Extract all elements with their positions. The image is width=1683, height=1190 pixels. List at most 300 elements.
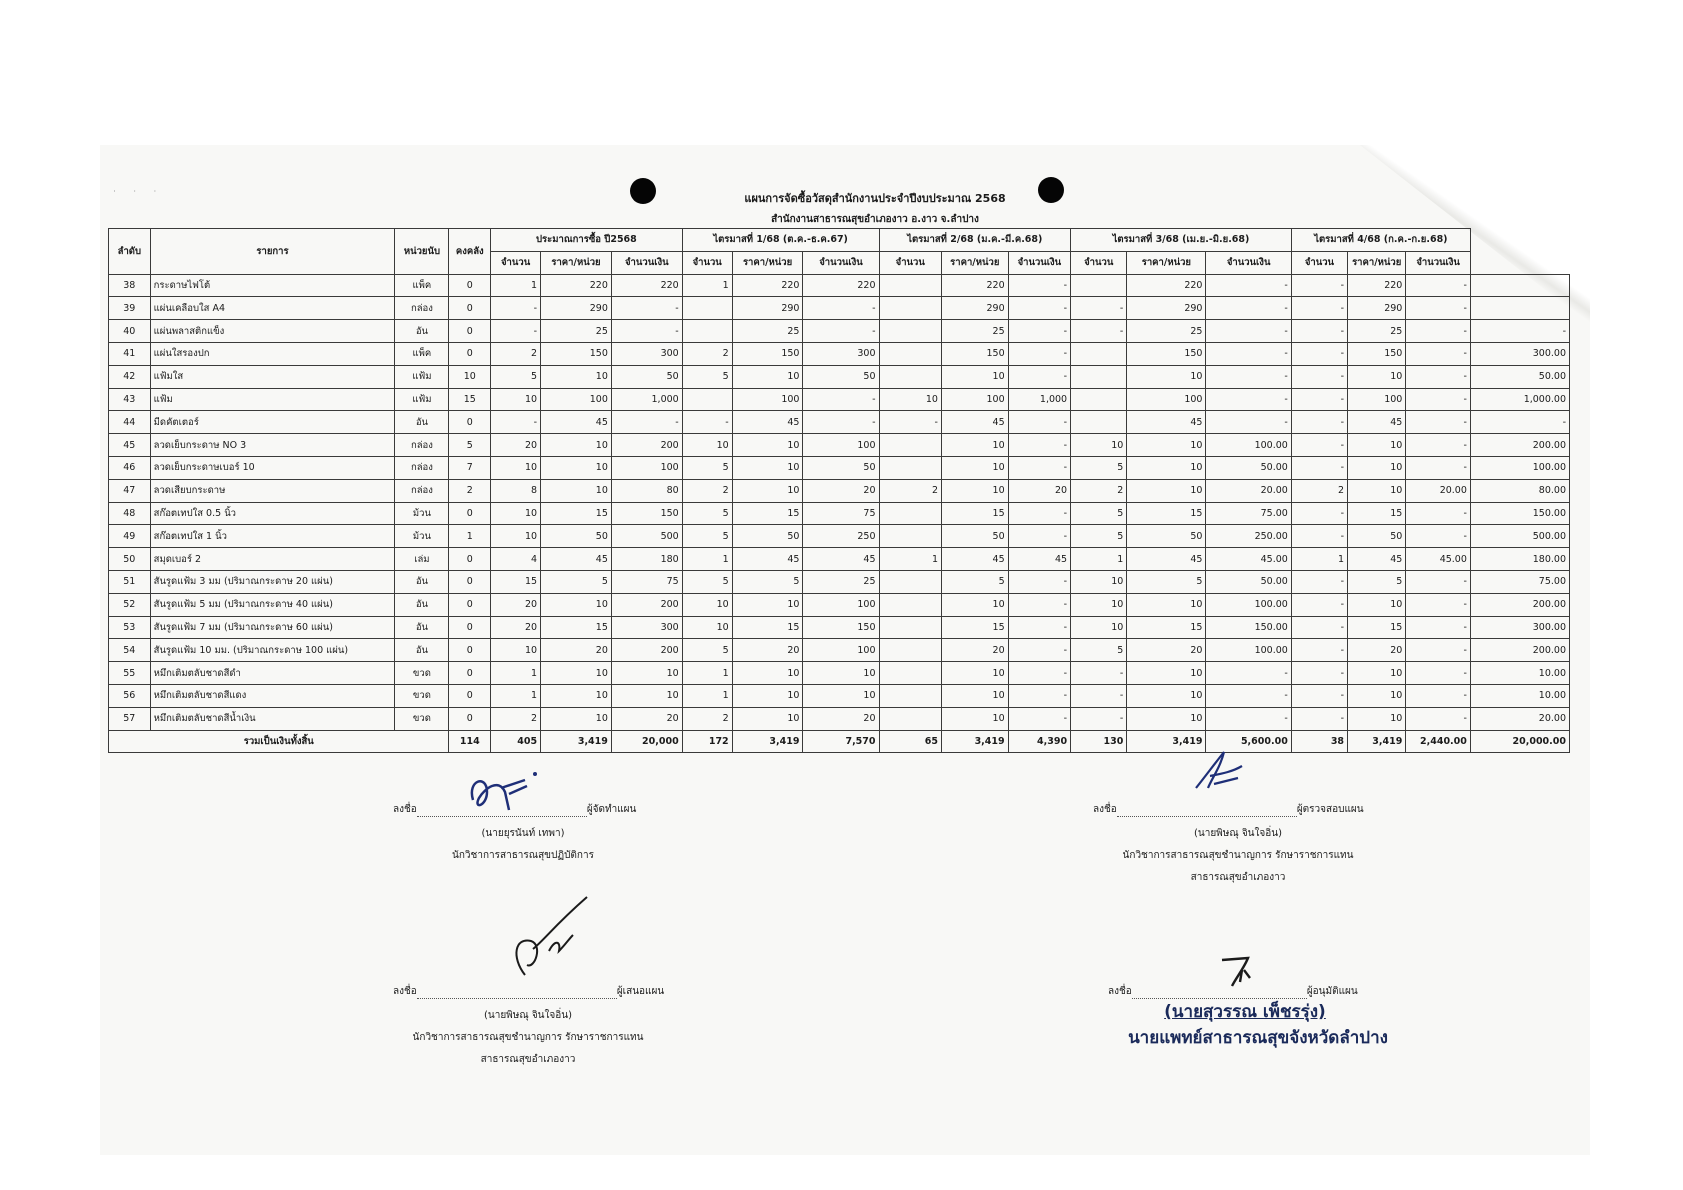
item-name: แผ่นใสรองปก <box>150 342 395 365</box>
q4-qty-cell: - <box>1291 684 1347 707</box>
q2-qty-cell <box>879 365 941 388</box>
item-name: ลวดเสียบกระดาษ <box>150 479 395 502</box>
row-number: 42 <box>109 365 151 388</box>
q1-price-cell: 15 <box>732 502 803 525</box>
annual-amount-cell: 300 <box>611 616 682 639</box>
q1-qty-cell: 5 <box>682 525 732 548</box>
q1-qty-cell: 5 <box>682 502 732 525</box>
item-unit: แพ็ค <box>395 342 449 365</box>
q2-qty-cell <box>879 274 941 297</box>
q1-amount-cell: 20 <box>803 479 879 502</box>
q4-price-cell: 10 <box>1348 593 1406 616</box>
q2-price-cell: 220 <box>941 274 1008 297</box>
q4-price-cell: 10 <box>1348 456 1406 479</box>
q1-price-cell: 25 <box>732 320 803 343</box>
q2-qty-cell <box>879 320 941 343</box>
item-name: แฟ้ม <box>150 388 395 411</box>
annual-qty-cell: 2 <box>491 342 541 365</box>
item-unit: ขวด <box>395 707 449 730</box>
q2-price-cell: 100 <box>941 388 1008 411</box>
q4-qty-cell: 1 <box>1291 548 1347 571</box>
item-name: สันรูดแฟ้ม 10 มม. (ปริมาณกระดาษ 100 แผ่น) <box>150 639 395 662</box>
proposer-signature <box>505 895 595 985</box>
annual-qty-cell: - <box>491 297 541 320</box>
q2-qty-cell <box>879 593 941 616</box>
annual-price-cell: 10 <box>541 707 612 730</box>
q3-price-cell: 220 <box>1127 274 1206 297</box>
q1-amount-cell: 50 <box>803 365 879 388</box>
subheader-price: ราคา/หน่วย <box>732 251 803 274</box>
item-unit: แพ็ค <box>395 274 449 297</box>
checker-signature <box>1190 748 1250 798</box>
annual-price-cell: 45 <box>541 411 612 434</box>
item-unit: เล่ม <box>395 548 449 571</box>
q2-amount-cell: - <box>1008 639 1070 662</box>
q2-amount-cell: - <box>1008 456 1070 479</box>
checker-name: (นายพิษณุ จินใจอิ่น) <box>1193 828 1283 839</box>
q1-price-cell: 45 <box>732 411 803 434</box>
item-unit: ขวด <box>395 684 449 707</box>
q3-amount-cell: 100.00 <box>1206 593 1291 616</box>
q1-price-cell: 150 <box>732 342 803 365</box>
subheader-amount: จำนวนเงิน <box>1206 251 1291 274</box>
q3-price-cell: 10 <box>1127 707 1206 730</box>
q4-amount-cell: - <box>1406 342 1471 365</box>
subheader-amount: จำนวนเงิน <box>1406 251 1471 274</box>
q1-amount-cell: - <box>803 320 879 343</box>
header-no: ลำดับ <box>109 229 151 275</box>
annual-amount-cell: 100 <box>611 456 682 479</box>
q2-price-cell: 50 <box>941 525 1008 548</box>
extra-amount-cell: 180.00 <box>1470 548 1569 571</box>
extra-amount-cell: 10.00 <box>1470 684 1569 707</box>
item-stock: 0 <box>449 616 491 639</box>
annual-amount-cell: - <box>611 320 682 343</box>
q2-amount-cell: - <box>1008 297 1070 320</box>
extra-amount-cell: 300.00 <box>1470 616 1569 639</box>
annual-qty-cell: 2 <box>491 707 541 730</box>
q1-price-cell: 100 <box>732 388 803 411</box>
checker-sign-line <box>1093 802 1364 817</box>
q2-price-cell: 10 <box>941 684 1008 707</box>
q1-amount-cell: 100 <box>803 434 879 457</box>
item-unit: อัน <box>395 411 449 434</box>
row-number: 39 <box>109 297 151 320</box>
extra-amount-cell: - <box>1470 411 1569 434</box>
q3-qty-cell: 5 <box>1071 525 1127 548</box>
q1-qty-cell: 1 <box>682 548 732 571</box>
q3-price-cell: 20 <box>1127 639 1206 662</box>
annual-qty-cell: 1 <box>491 274 541 297</box>
item-name: สันรูดแฟ้ม 3 มม (ปริมาณกระดาษ 20 แผ่น) <box>150 570 395 593</box>
total-cell: 7,570 <box>803 730 879 753</box>
q4-price-cell: 10 <box>1348 365 1406 388</box>
item-name: ลวดเย็บกระดาษ NO 3 <box>150 434 395 457</box>
annual-price-cell: 10 <box>541 662 612 685</box>
checker-position: นักวิชาการสาธารณสุขชำนาญการ รักษาราชการแทน <box>1122 850 1354 861</box>
q3-qty-cell: - <box>1071 684 1127 707</box>
scan-specks: ˙ ˙ ˙ <box>112 190 164 201</box>
annual-price-cell: 10 <box>541 684 612 707</box>
subheader-price: ราคา/หน่วย <box>1127 251 1206 274</box>
q2-qty-cell <box>879 684 941 707</box>
annual-price-cell: 10 <box>541 456 612 479</box>
q4-qty-cell: - <box>1291 707 1347 730</box>
q3-price-cell: 45 <box>1127 548 1206 571</box>
q1-amount-cell: - <box>803 411 879 434</box>
item-unit: อัน <box>395 320 449 343</box>
table-row <box>109 707 1570 730</box>
q3-price-cell: 15 <box>1127 616 1206 639</box>
q2-qty-cell: - <box>879 411 941 434</box>
annual-qty-cell: 1 <box>491 662 541 685</box>
total-stock: 114 <box>449 730 491 753</box>
row-number: 52 <box>109 593 151 616</box>
q2-amount-cell: - <box>1008 570 1070 593</box>
item-unit: อัน <box>395 639 449 662</box>
subheader-qty: จำนวน <box>879 251 941 274</box>
row-number: 53 <box>109 616 151 639</box>
q1-amount-cell: 100 <box>803 593 879 616</box>
row-number: 57 <box>109 707 151 730</box>
table-row <box>109 684 1570 707</box>
q2-price-cell: 15 <box>941 502 1008 525</box>
q2-price-cell: 10 <box>941 456 1008 479</box>
q2-price-cell: 5 <box>941 570 1008 593</box>
item-stock: 10 <box>449 365 491 388</box>
q3-qty-cell: 1 <box>1071 548 1127 571</box>
q2-price-cell: 45 <box>941 411 1008 434</box>
q1-price-cell: 5 <box>732 570 803 593</box>
subheader-price: ราคา/หน่วย <box>1348 251 1406 274</box>
header-annual-estimate: ประมาณการซื้อ ปี2568 <box>491 229 683 252</box>
preparer-role: ผู้จัดทำแผน <box>586 804 637 815</box>
q2-qty-cell <box>879 502 941 525</box>
q4-qty-cell: - <box>1291 570 1347 593</box>
q4-amount-cell: - <box>1406 274 1471 297</box>
q1-qty-cell: 5 <box>682 570 732 593</box>
item-unit: กล่อง <box>395 479 449 502</box>
subheader-amount: จำนวนเงิน <box>611 251 682 274</box>
q3-amount-cell: - <box>1206 411 1291 434</box>
extra-amount-cell: 500.00 <box>1470 525 1569 548</box>
table-row <box>109 274 1570 297</box>
sign-prefix: ลงชื่อ <box>1108 986 1132 997</box>
q2-qty-cell: 2 <box>879 479 941 502</box>
q2-qty-cell <box>879 342 941 365</box>
preparer-signature <box>465 770 545 820</box>
row-number: 51 <box>109 570 151 593</box>
q1-amount-cell: 220 <box>803 274 879 297</box>
annual-qty-cell: 10 <box>491 388 541 411</box>
q1-amount-cell: 50 <box>803 456 879 479</box>
q3-price-cell: 10 <box>1127 593 1206 616</box>
item-unit: กล่อง <box>395 297 449 320</box>
item-stock: 0 <box>449 684 491 707</box>
item-unit: อัน <box>395 570 449 593</box>
q2-qty-cell <box>879 456 941 479</box>
q4-price-cell: 150 <box>1348 342 1406 365</box>
q3-amount-cell: - <box>1206 388 1291 411</box>
item-stock: 0 <box>449 411 491 434</box>
q3-price-cell: 10 <box>1127 479 1206 502</box>
q2-qty-cell <box>879 639 941 662</box>
total-label: รวมเป็นเงินทั้งสิ้น <box>109 730 449 753</box>
q1-price-cell: 20 <box>732 639 803 662</box>
q3-qty-cell: 5 <box>1071 456 1127 479</box>
extra-amount-cell: 80.00 <box>1470 479 1569 502</box>
item-stock: 1 <box>449 525 491 548</box>
item-name: สก๊อตเทปใส 0.5 นิ้ว <box>150 502 395 525</box>
item-unit: ม้วน <box>395 502 449 525</box>
total-cell: 3,419 <box>1127 730 1206 753</box>
q4-price-cell: 50 <box>1348 525 1406 548</box>
q3-amount-cell: - <box>1206 684 1291 707</box>
item-stock: 2 <box>449 479 491 502</box>
procurement-table <box>108 228 1570 753</box>
q3-amount-cell: - <box>1206 274 1291 297</box>
sign-prefix: ลงชื่อ <box>393 804 417 815</box>
q1-qty-cell: 10 <box>682 434 732 457</box>
q3-price-cell: 50 <box>1127 525 1206 548</box>
annual-price-cell: 10 <box>541 479 612 502</box>
table-row <box>109 662 1570 685</box>
q4-price-cell: 10 <box>1348 684 1406 707</box>
table-row <box>109 297 1570 320</box>
total-cell: 20,000 <box>611 730 682 753</box>
annual-amount-cell: 150 <box>611 502 682 525</box>
q3-price-cell: 5 <box>1127 570 1206 593</box>
q4-qty-cell: - <box>1291 411 1347 434</box>
q2-amount-cell: - <box>1008 593 1070 616</box>
q2-amount-cell: - <box>1008 274 1070 297</box>
annual-amount-cell: 1,000 <box>611 388 682 411</box>
q2-qty-cell <box>879 707 941 730</box>
q3-amount-cell: - <box>1206 707 1291 730</box>
item-stock: 0 <box>449 320 491 343</box>
annual-amount-cell: 300 <box>611 342 682 365</box>
extra-amount-cell: 75.00 <box>1470 570 1569 593</box>
annual-amount-cell: 200 <box>611 593 682 616</box>
subheader-qty: จำนวน <box>682 251 732 274</box>
row-number: 38 <box>109 274 151 297</box>
q3-price-cell: 10 <box>1127 456 1206 479</box>
item-name: หมึกเติมตลับชาดสีดำ <box>150 662 395 685</box>
annual-qty-cell: - <box>491 320 541 343</box>
q3-amount-cell: 75.00 <box>1206 502 1291 525</box>
item-name: สก๊อตเทปใส 1 นิ้ว <box>150 525 395 548</box>
annual-price-cell: 10 <box>541 593 612 616</box>
header-stock: คงคลัง <box>449 229 491 275</box>
q1-qty-cell: - <box>682 411 732 434</box>
q4-qty-cell: - <box>1291 388 1347 411</box>
approver-signature <box>1218 952 1262 988</box>
annual-qty-cell: 20 <box>491 434 541 457</box>
q3-qty-cell: 5 <box>1071 502 1127 525</box>
q1-qty-cell <box>682 320 732 343</box>
q4-amount-cell: - <box>1406 707 1471 730</box>
q3-amount-cell: 250.00 <box>1206 525 1291 548</box>
header-quarter-2: ไตรมาสที่ 2/68 (ม.ค.-มี.ค.68) <box>879 229 1071 252</box>
row-number: 41 <box>109 342 151 365</box>
q2-qty-cell <box>879 434 941 457</box>
q1-qty-cell: 1 <box>682 684 732 707</box>
item-stock: 0 <box>449 593 491 616</box>
total-cell: 4,390 <box>1008 730 1070 753</box>
q3-qty-cell: 10 <box>1071 593 1127 616</box>
q4-qty-cell: - <box>1291 342 1347 365</box>
q2-qty-cell <box>879 662 941 685</box>
checker-role: ผู้ตรวจสอบแผน <box>1296 804 1364 815</box>
annual-amount-cell: 220 <box>611 274 682 297</box>
table-row <box>109 456 1570 479</box>
q4-price-cell: 15 <box>1348 616 1406 639</box>
preparer-position: นักวิชาการสาธารณสุขปฏิบัติการ <box>452 850 594 861</box>
annual-amount-cell: 10 <box>611 662 682 685</box>
proposer-position: นักวิชาการสาธารณสุขชำนาญการ รักษาราชการแทน <box>412 1032 644 1043</box>
header-item: รายการ <box>150 229 395 275</box>
q2-amount-cell: - <box>1008 365 1070 388</box>
q4-amount-cell: - <box>1406 297 1471 320</box>
item-name: แผ่นพลาสติกแข็ง <box>150 320 395 343</box>
q1-price-cell: 10 <box>732 707 803 730</box>
sign-prefix: ลงชื่อ <box>393 986 417 997</box>
total-cell: 2,440.00 <box>1406 730 1471 753</box>
q3-price-cell: 10 <box>1127 684 1206 707</box>
total-cell: 405 <box>491 730 541 753</box>
q1-price-cell: 10 <box>732 365 803 388</box>
extra-amount-cell: 300.00 <box>1470 342 1569 365</box>
proposer-sign-line <box>393 984 664 999</box>
annual-qty-cell: 1 <box>491 684 541 707</box>
table-row <box>109 639 1570 662</box>
item-stock: 7 <box>449 456 491 479</box>
q3-price-cell: 10 <box>1127 662 1206 685</box>
item-name: สมุดเบอร์ 2 <box>150 548 395 571</box>
q4-amount-cell: - <box>1406 525 1471 548</box>
q1-amount-cell: - <box>803 297 879 320</box>
table-row <box>109 434 1570 457</box>
q4-price-cell: 220 <box>1348 274 1406 297</box>
annual-qty-cell: 15 <box>491 570 541 593</box>
proposer-name: (นายพิษณุ จินใจอิ่น) <box>483 1010 573 1021</box>
q1-qty-cell: 2 <box>682 707 732 730</box>
row-number: 48 <box>109 502 151 525</box>
q4-qty-cell: - <box>1291 320 1347 343</box>
q4-price-cell: 15 <box>1348 502 1406 525</box>
row-number: 49 <box>109 525 151 548</box>
q3-qty-cell: 10 <box>1071 570 1127 593</box>
row-number: 47 <box>109 479 151 502</box>
extra-amount-cell <box>1470 297 1569 320</box>
q1-amount-cell: 100 <box>803 639 879 662</box>
annual-price-cell: 290 <box>541 297 612 320</box>
annual-qty-cell: 8 <box>491 479 541 502</box>
table-body <box>109 274 1570 730</box>
q3-amount-cell: - <box>1206 365 1291 388</box>
q2-qty-cell <box>879 570 941 593</box>
q2-amount-cell: - <box>1008 684 1070 707</box>
q4-price-cell: 10 <box>1348 479 1406 502</box>
table-row <box>109 388 1570 411</box>
item-name: สันรูดแฟ้ม 5 มม (ปริมาณกระดาษ 40 แผ่น) <box>150 593 395 616</box>
item-unit: กล่อง <box>395 434 449 457</box>
q2-amount-cell: - <box>1008 502 1070 525</box>
item-stock: 0 <box>449 707 491 730</box>
extra-amount-cell: 100.00 <box>1470 456 1569 479</box>
q3-amount-cell: 100.00 <box>1206 434 1291 457</box>
q3-amount-cell: 100.00 <box>1206 639 1291 662</box>
q2-amount-cell: - <box>1008 434 1070 457</box>
q4-price-cell: 290 <box>1348 297 1406 320</box>
q1-price-cell: 220 <box>732 274 803 297</box>
item-stock: 0 <box>449 548 491 571</box>
q3-qty-cell: 10 <box>1071 616 1127 639</box>
annual-price-cell: 20 <box>541 639 612 662</box>
table-row <box>109 411 1570 434</box>
annual-amount-cell: 200 <box>611 434 682 457</box>
subheader-qty: จำนวน <box>1071 251 1127 274</box>
q2-price-cell: 45 <box>941 548 1008 571</box>
annual-qty-cell: 10 <box>491 639 541 662</box>
q4-price-cell: 5 <box>1348 570 1406 593</box>
q3-qty-cell <box>1071 388 1127 411</box>
q4-qty-cell: - <box>1291 456 1347 479</box>
row-number: 40 <box>109 320 151 343</box>
q1-price-cell: 10 <box>732 479 803 502</box>
annual-amount-cell: 200 <box>611 639 682 662</box>
q3-qty-cell: 5 <box>1071 639 1127 662</box>
annual-qty-cell: - <box>491 411 541 434</box>
preparer-name: (นายยุรนันท์ เทพา) <box>481 828 565 839</box>
extra-amount-cell: 200.00 <box>1470 434 1569 457</box>
q1-price-cell: 15 <box>732 616 803 639</box>
table-row <box>109 548 1570 571</box>
q2-amount-cell: - <box>1008 707 1070 730</box>
q1-price-cell: 10 <box>732 684 803 707</box>
q2-amount-cell: - <box>1008 411 1070 434</box>
q4-qty-cell: - <box>1291 365 1347 388</box>
item-unit: อัน <box>395 593 449 616</box>
extra-amount-cell <box>1470 274 1569 297</box>
q2-price-cell: 150 <box>941 342 1008 365</box>
proposer-position-2: สาธารณสุขอำเภองาว <box>480 1054 576 1065</box>
q4-amount-cell: - <box>1406 684 1471 707</box>
item-name: มีดคัตเตอร์ <box>150 411 395 434</box>
q1-price-cell: 10 <box>732 593 803 616</box>
q4-amount-cell: - <box>1406 639 1471 662</box>
header-unit: หน่วยนับ <box>395 229 449 275</box>
q4-amount-cell: - <box>1406 365 1471 388</box>
q1-qty-cell <box>682 297 732 320</box>
q4-amount-cell: 20.00 <box>1406 479 1471 502</box>
item-unit: อัน <box>395 616 449 639</box>
q1-qty-cell: 5 <box>682 639 732 662</box>
annual-price-cell: 10 <box>541 365 612 388</box>
q1-amount-cell: 10 <box>803 662 879 685</box>
annual-amount-cell: - <box>611 297 682 320</box>
row-number: 44 <box>109 411 151 434</box>
q1-amount-cell: 250 <box>803 525 879 548</box>
q1-amount-cell: 150 <box>803 616 879 639</box>
checker-position-2: สาธารณสุขอำเภองาว <box>1190 872 1286 883</box>
item-unit: ม้วน <box>395 525 449 548</box>
subheader-amount: จำนวนเงิน <box>803 251 879 274</box>
q2-amount-cell: 20 <box>1008 479 1070 502</box>
annual-price-cell: 10 <box>541 434 612 457</box>
q3-price-cell: 150 <box>1127 342 1206 365</box>
extra-amount-cell: 20.00 <box>1470 707 1569 730</box>
